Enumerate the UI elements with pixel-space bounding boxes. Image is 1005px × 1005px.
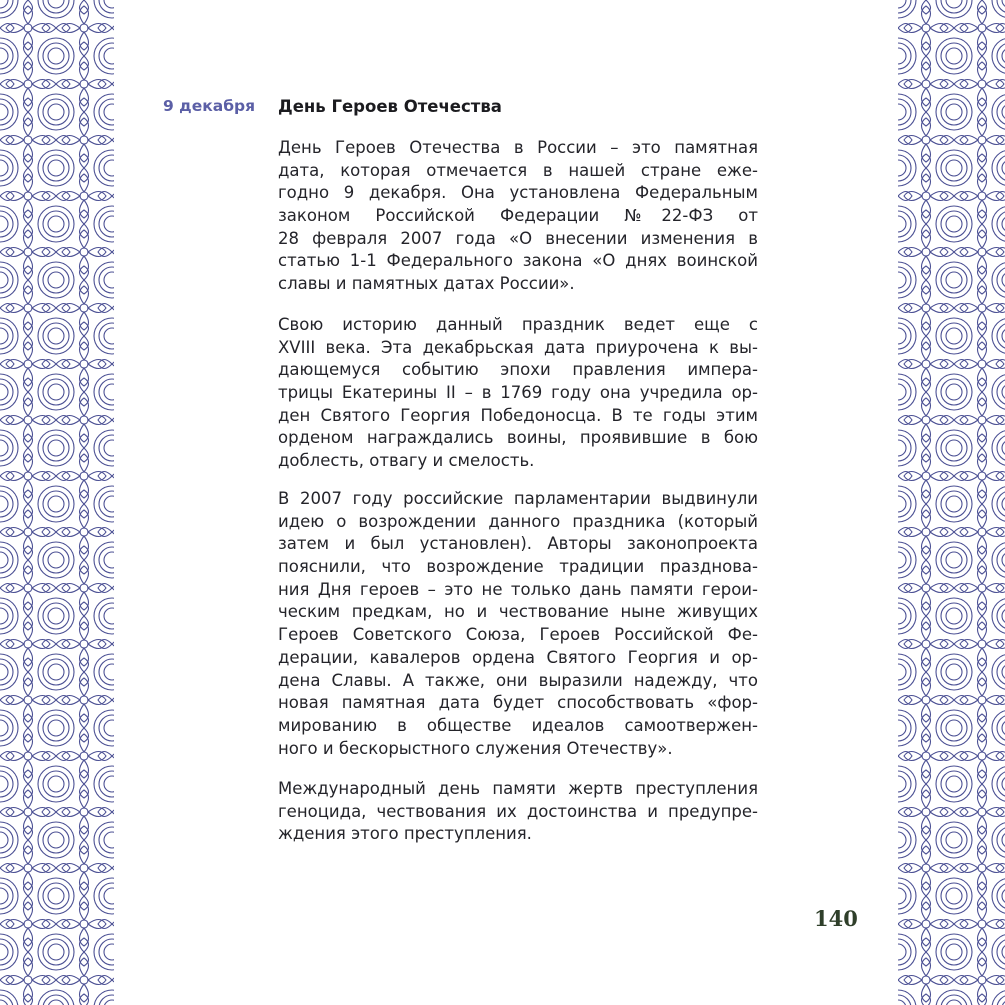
text-line: Свою историю данный праздник ведет еще с: [278, 315, 758, 334]
text-line: геноцида, чествования их достоинства и предупре-: [278, 801, 758, 821]
text-line: дающемуся событию эпохи правления импера-: [278, 360, 758, 380]
text-line: дерации, кавалеров ордена Святого Георгия и ор-: [278, 647, 758, 667]
text-line: В 2007 году российские парламентарии выдвинули: [278, 489, 758, 508]
left-ornament-pattern: [0, 0, 114, 1005]
paragraph: [278, 778, 758, 846]
text-line: идею о возрождении данного праздника (который: [278, 511, 758, 531]
text-line: славы и памятных датах России».: [278, 274, 575, 294]
text-line: ждения этого преступления.: [278, 824, 532, 844]
right-ornament-border: [898, 0, 1005, 1005]
text-line: законом Российской Федерации №22-ФЗ от: [278, 206, 758, 226]
text-line: доблесть, отвагу и смелость.: [278, 451, 535, 471]
text-line: новая памятная дата будет способствовать «фор-: [278, 693, 758, 713]
page-title: День Героев Отечества: [278, 97, 502, 116]
text-line: Героев Советского Союза, Героев Российской Фе-: [278, 625, 758, 645]
text-line: ден Святого Георгия Победоносца. В те годы этим: [278, 405, 758, 425]
text-line: XVIII века. Эта декабрьская дата приурочена к вы-: [278, 337, 758, 357]
text-line: День Героев Отечества в России – это памятная: [278, 138, 758, 157]
text-line: пояснили, что возрождение традиции празднова-: [278, 557, 758, 577]
page-number: 140: [814, 906, 858, 931]
date-label: 9 декабря: [163, 97, 256, 115]
text-line: Международный день памяти жертв преступления: [278, 779, 758, 798]
text-line: ния Дня героев – это не только дань памяти герои-: [278, 579, 758, 599]
text-line: мированию в обществе идеалов самоотвержен-: [278, 715, 758, 735]
paragraph: [278, 314, 758, 473]
text-line: дена Славы. А также, они выразили надежду, что: [278, 670, 758, 690]
text-line: трицы Екатерины II – в 1769 году она учредила ор-: [278, 383, 758, 403]
text-line: годно 9 декабря. Она установлена Федеральным: [278, 183, 758, 203]
text-line: 28 февраля 2007 года «О внесении изменения в: [278, 228, 758, 248]
text-line: орденом награждались воины, проявившие в бою: [278, 428, 758, 448]
left-ornament-border: [0, 0, 114, 1005]
paragraph: [278, 488, 758, 760]
text-line: статью 1-1 Федерального закона «О днях воинской: [278, 251, 758, 271]
text-line: ного и бескорыстного служения Отечеству».: [278, 738, 673, 758]
paragraph: [278, 137, 758, 296]
right-ornament-pattern: [898, 0, 1005, 1005]
text-line: затем и был установлен). Авторы законопроекта: [278, 534, 758, 554]
text-line: ческим предкам, но и чествование ныне живущих: [278, 602, 758, 622]
text-line: дата, которая отмечается в нашей стране еже-: [278, 160, 758, 180]
